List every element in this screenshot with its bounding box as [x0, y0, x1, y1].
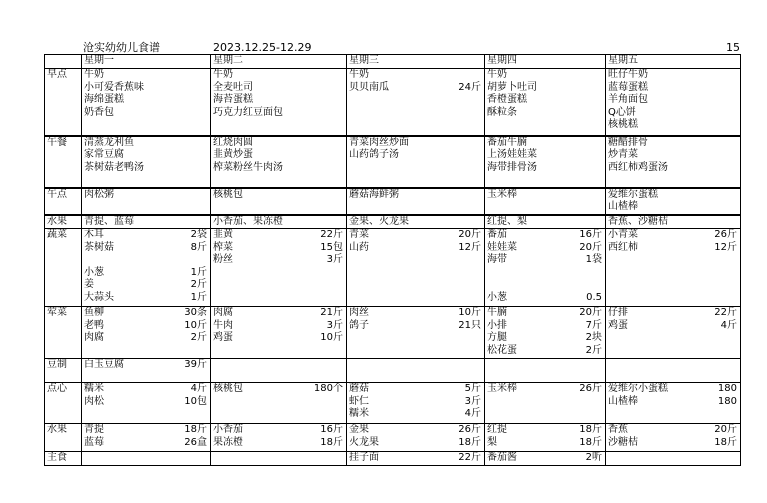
- weekly-menu-table: [44, 54, 741, 466]
- ingredient-line: [84, 267, 208, 280]
- row-label: 午点: [45, 188, 82, 215]
- ingredient-name: 糯米: [84, 383, 104, 394]
- ingredient-quantity: 16斤: [579, 229, 602, 240]
- ingredient-quantity: 12斤: [714, 241, 737, 253]
- ingredient-name: 肉腐: [213, 307, 233, 318]
- ingredient-quantity: 21只: [458, 319, 481, 331]
- row-label: 早点: [45, 69, 82, 136]
- ingredient-line: [487, 452, 603, 465]
- ingredient-name: 鸽子: [349, 319, 369, 331]
- menu-title: 沧实幼幼儿食谱: [83, 41, 160, 54]
- ingredient-quantity: 18斤: [320, 436, 343, 448]
- ingredient-name: 方腿: [487, 332, 507, 343]
- ingredient-name: 西红柿: [608, 241, 638, 253]
- menu-item: 青菜肉丝炒面: [349, 136, 409, 148]
- ingredient-name: 香蕉: [608, 424, 628, 435]
- cell-meat-fri: [606, 307, 741, 359]
- ingredient-line: [84, 320, 208, 333]
- ingredient-quantity: 4斤: [720, 319, 737, 331]
- day-header-wed: 星期三: [347, 55, 485, 69]
- ingredient-quantity: 26盒: [184, 436, 207, 448]
- cell-dessert-wed: [347, 383, 485, 424]
- ingredient-line: [487, 320, 603, 333]
- cell-bean-mon: [82, 359, 211, 383]
- menu-item: 糖醋排骨: [608, 136, 648, 148]
- row-label: 豆制: [45, 359, 82, 383]
- ingredient-name: 番茄酱: [487, 452, 517, 463]
- ingredient-quantity: 18斤: [184, 424, 207, 435]
- ingredient-line: [84, 383, 208, 396]
- ingredient-quantity: 18斤: [579, 424, 602, 435]
- ingredient-quantity: 10斤: [320, 332, 343, 343]
- ingredient-line: [84, 437, 208, 450]
- cell-dessert-fri: [606, 383, 741, 424]
- ingredient-line: [487, 307, 603, 320]
- ingredient-line: [213, 383, 344, 396]
- row-label: 午餐: [45, 136, 82, 188]
- row-snack: [45, 188, 741, 215]
- ingredient-name: 牛肉: [213, 319, 233, 331]
- ingredient-line: [608, 396, 738, 409]
- ingredient-name: 小香茄: [213, 424, 243, 435]
- ingredient-name: 松花蛋: [487, 344, 517, 356]
- cell-meat-tue: [211, 307, 347, 359]
- ingredient-line: [349, 320, 482, 333]
- ingredient-line: [349, 242, 482, 255]
- ingredient-name: 榨菜: [213, 241, 233, 253]
- ingredient-line: [213, 437, 344, 450]
- menu-item: 爱维尔蛋糕: [608, 188, 658, 200]
- cell-fruit-mon: [82, 215, 211, 229]
- ingredient-name: 玉米棒: [487, 383, 517, 394]
- menu-item: 上汤娃娃菜: [487, 149, 537, 160]
- ingredient-line: [84, 332, 208, 345]
- ingredient-quantity: 20斤: [579, 241, 602, 253]
- row-label: 水果: [45, 424, 82, 452]
- row-meat: [45, 307, 741, 359]
- menu-item: 羊角面包: [608, 94, 648, 105]
- ingredient-name: 肉丝: [349, 307, 369, 318]
- ingredient-line: [84, 396, 208, 409]
- menu-item: 全麦吐司: [213, 81, 253, 93]
- ingredient-line: [349, 408, 482, 421]
- cell-vegetables-fri: [606, 229, 741, 307]
- ingredient-quantity: 1斤: [190, 266, 207, 278]
- cell-vegetables-mon: [82, 229, 211, 307]
- menu-item: 牛奶: [84, 69, 104, 80]
- cell-meat-wed: [347, 307, 485, 359]
- ingredient-line: [608, 320, 738, 333]
- ingredient-name: 海带: [487, 254, 507, 265]
- cell-breakfast-tue: [211, 69, 347, 136]
- cell-lunch-tue: [211, 136, 347, 188]
- ingredient-quantity: 18斤: [579, 436, 602, 448]
- menu-item: 山药鸽子汤: [349, 149, 399, 160]
- row-bean: [45, 359, 741, 383]
- menu-item: 小香茄、果冻橙: [213, 215, 283, 227]
- menu-item: 牛奶: [213, 69, 233, 80]
- ingredient-quantity: 5斤: [464, 383, 481, 394]
- menu-item: 小可爱香蕉味: [84, 81, 144, 93]
- ingredient-line: [349, 82, 482, 95]
- ingredient-quantity: 26斤: [579, 383, 602, 394]
- menu-item: 胡萝卜吐司: [487, 81, 537, 93]
- ingredient-quantity: 24斤: [458, 81, 481, 93]
- ingredient-name: 山药: [349, 241, 369, 253]
- cell-vegetables-thu: [485, 229, 606, 307]
- ingredient-quantity: 8斤: [190, 241, 207, 253]
- cell-dessert-thu: [485, 383, 606, 424]
- ingredient-quantity: 22斤: [714, 307, 737, 318]
- ingredient-name: 牛腩: [487, 307, 507, 318]
- ingredient-name: 茶树菇: [84, 241, 114, 253]
- ingredient-quantity: 18斤: [458, 436, 481, 448]
- menu-item: 蓝莓蛋糕: [608, 81, 648, 93]
- menu-item: 榨菜粉丝牛肉汤: [213, 161, 283, 173]
- row-label: 主食: [45, 452, 82, 466]
- ingredient-quantity: 180: [717, 395, 737, 407]
- ingredient-name: 爱维尔小蛋糕: [608, 383, 668, 394]
- ingredient-quantity: 2块: [585, 332, 602, 343]
- ingredient-quantity: 10包: [184, 395, 207, 407]
- blank-line: [487, 279, 603, 292]
- ingredient-line: [487, 242, 603, 255]
- cell-fruit2-wed: [347, 424, 485, 452]
- menu-item: 茶树菇老鸭汤: [84, 161, 144, 173]
- ingredient-name: 红提: [487, 424, 507, 435]
- ingredient-line: [84, 292, 208, 305]
- ingredient-line: [213, 242, 344, 255]
- ingredient-name: 鸡蛋: [213, 332, 233, 343]
- ingredient-line: [349, 307, 482, 320]
- ingredient-quantity: 0.5: [586, 291, 602, 303]
- ingredient-name: 鸡蛋: [608, 319, 628, 331]
- page-number: 15: [726, 41, 740, 54]
- ingredient-line: [213, 229, 344, 242]
- cell-fruit-fri: [606, 215, 741, 229]
- ingredient-name: 肉松: [84, 395, 104, 407]
- menu-item: 奶香包: [84, 106, 114, 118]
- ingredient-name: 鱼柳: [84, 307, 104, 318]
- ingredient-line: [608, 242, 738, 255]
- ingredient-name: 虾仁: [349, 395, 369, 407]
- ingredient-line: [84, 279, 208, 292]
- cell-vegetables-tue: [211, 229, 347, 307]
- ingredient-line: [213, 424, 344, 437]
- menu-item: 香蕉、沙糖桔: [608, 215, 668, 227]
- ingredient-name: 小葱: [487, 291, 507, 303]
- menu-item: 清蒸龙利鱼: [84, 136, 134, 148]
- menu-item: 核桃糕: [608, 119, 638, 130]
- ingredient-quantity: 26斤: [714, 229, 737, 240]
- menu-item: 西红柿鸡蛋汤: [608, 161, 668, 173]
- ingredient-quantity: 18斤: [714, 436, 737, 448]
- menu-item: 蘑菇海鲜粥: [349, 188, 399, 200]
- blank-line: [84, 254, 208, 267]
- menu-item: 家常豆腐: [84, 149, 124, 160]
- ingredient-line: [213, 254, 344, 267]
- ingredient-line: [213, 332, 344, 345]
- ingredient-line: [487, 332, 603, 345]
- ingredient-name: 木耳: [84, 229, 104, 240]
- cell-meat-mon: [82, 307, 211, 359]
- row-label: 荤菜: [45, 307, 82, 359]
- ingredient-line: [349, 396, 482, 409]
- ingredient-line: [608, 307, 738, 320]
- cell-fruit2-fri: [606, 424, 741, 452]
- menu-item: 山楂棒: [608, 201, 638, 212]
- ingredient-quantity: 3斤: [326, 319, 343, 331]
- row-vegetables: [45, 229, 741, 307]
- cell-bean-wed: [347, 359, 485, 383]
- menu-item: 红提、梨: [487, 215, 527, 227]
- cell-vegetables-wed: [347, 229, 485, 307]
- ingredient-name: 火龙果: [349, 436, 379, 448]
- menu-item: 牛奶: [487, 69, 507, 80]
- ingredient-quantity: 30条: [184, 307, 207, 318]
- ingredient-name: 番茄: [487, 229, 507, 240]
- cell-staple-thu: [485, 452, 606, 466]
- menu-item: 炒青菜: [608, 149, 638, 160]
- ingredient-name: 青菜: [349, 229, 369, 240]
- ingredient-name: 山楂棒: [608, 395, 638, 407]
- menu-item: 海苔蛋糕: [213, 94, 253, 105]
- cell-staple-wed: [347, 452, 485, 466]
- ingredient-quantity: 2斤: [190, 332, 207, 343]
- ingredient-name: 贝贝南瓜: [349, 81, 389, 93]
- ingredient-name: 小排: [487, 319, 507, 331]
- menu-item: 海带排骨汤: [487, 161, 537, 173]
- corner-cell: [45, 55, 82, 69]
- ingredient-line: [349, 69, 482, 82]
- ingredient-line: [487, 229, 603, 242]
- ingredient-quantity: 1袋: [585, 254, 602, 265]
- ingredient-line: [349, 229, 482, 242]
- ingredient-quantity: 10斤: [458, 307, 481, 318]
- menu-item: 青提、蓝莓: [84, 215, 134, 227]
- ingredient-line: [349, 437, 482, 450]
- day-header-thu: 星期四: [485, 55, 606, 69]
- ingredient-quantity: 180: [717, 383, 737, 394]
- row-dessert: [45, 383, 741, 424]
- ingredient-quantity: [481, 69, 482, 82]
- cell-fruit-wed: [347, 215, 485, 229]
- cell-snack-tue: [211, 188, 347, 215]
- ingredient-line: [84, 229, 208, 242]
- cell-fruit2-thu: [485, 424, 606, 452]
- cell-lunch-fri: [606, 136, 741, 188]
- row-fruit-quantities: [45, 424, 741, 452]
- cell-staple-tue: [211, 452, 347, 466]
- ingredient-quantity: 7斤: [585, 319, 602, 331]
- row-label: 水果: [45, 215, 82, 229]
- ingredient-name: 姜: [84, 279, 94, 290]
- ingredient-line: [487, 424, 603, 437]
- ingredient-quantity: 26斤: [458, 424, 481, 435]
- ingredient-line: [213, 320, 344, 333]
- cell-fruit-thu: [485, 215, 606, 229]
- cell-dessert-tue: [211, 383, 347, 424]
- menu-item: Q心饼: [608, 106, 636, 118]
- ingredient-quantity: 1斤: [190, 291, 207, 303]
- ingredient-name: 仔排: [608, 307, 628, 318]
- ingredient-name: 粉丝: [213, 254, 233, 265]
- ingredient-line: [608, 229, 738, 242]
- ingredient-name: 老鸭: [84, 319, 104, 331]
- cell-breakfast-thu: [485, 69, 606, 136]
- ingredient-name: 小葱: [84, 266, 104, 278]
- cell-breakfast-fri: [606, 69, 741, 136]
- ingredient-line: [84, 359, 208, 372]
- ingredient-line: [608, 424, 738, 437]
- cell-snack-fri: [606, 188, 741, 215]
- ingredient-quantity: 20斤: [714, 424, 737, 435]
- ingredient-quantity: 2斤: [190, 279, 207, 290]
- cell-dessert-mon: [82, 383, 211, 424]
- ingredient-line: [84, 242, 208, 255]
- ingredient-line: [213, 307, 344, 320]
- ingredient-name: 金果: [349, 424, 369, 435]
- row-label: 点心: [45, 383, 82, 424]
- ingredient-name: 娃娃菜: [487, 241, 517, 253]
- cell-bean-thu: [485, 359, 606, 383]
- ingredient-line: [349, 383, 482, 396]
- ingredient-line: [487, 437, 603, 450]
- cell-lunch-thu: [485, 136, 606, 188]
- ingredient-quantity: 2袋: [190, 229, 207, 240]
- ingredient-name: 青提: [84, 424, 104, 435]
- menu-item: 酥粒条: [487, 106, 517, 118]
- cell-bean-tue: [211, 359, 347, 383]
- menu-item: 巧克力红豆面包: [213, 106, 283, 118]
- ingredient-quantity: 4斤: [190, 383, 207, 394]
- row-lunch: [45, 136, 741, 188]
- cell-lunch-wed: [347, 136, 485, 188]
- ingredient-quantity: 12斤: [458, 241, 481, 253]
- ingredient-name: 核桃包: [213, 383, 243, 394]
- cell-staple-fri: [606, 452, 741, 466]
- ingredient-name: 沙糖桔: [608, 436, 638, 448]
- cell-bean-fri: [606, 359, 741, 383]
- menu-item: 玉米棒: [487, 188, 517, 200]
- ingredient-line: [608, 383, 738, 396]
- ingredient-quantity: 3斤: [464, 395, 481, 407]
- ingredient-line: [84, 424, 208, 437]
- cell-lunch-mon: [82, 136, 211, 188]
- menu-item: 核桃包: [213, 188, 243, 200]
- cell-fruit-tue: [211, 215, 347, 229]
- cell-breakfast-wed: [347, 69, 485, 136]
- menu-item: 红烧肉圆: [213, 136, 253, 148]
- ingredient-quantity: 20斤: [579, 307, 602, 318]
- cell-snack-thu: [485, 188, 606, 215]
- cell-staple-mon: [82, 452, 211, 466]
- row-label: 蔬菜: [45, 229, 82, 307]
- ingredient-line: [349, 452, 482, 465]
- ingredient-quantity: 3斤: [326, 254, 343, 265]
- ingredient-quantity: 4斤: [464, 408, 481, 419]
- day-header-fri: 星期五: [606, 55, 741, 69]
- ingredient-quantity: 10斤: [184, 319, 207, 331]
- ingredient-line: [349, 424, 482, 437]
- ingredient-quantity: 20斤: [458, 229, 481, 240]
- day-header-mon: 星期一: [82, 55, 211, 69]
- row-staple: [45, 452, 741, 466]
- menu-item: 韭黄炒蛋: [213, 149, 253, 160]
- menu-item: 金果、火龙果: [349, 215, 409, 227]
- ingredient-line: [487, 292, 603, 305]
- menu-item: 肉松粥: [84, 188, 114, 200]
- menu-item: 海绵蛋糕: [84, 94, 124, 105]
- ingredient-quantity: 2斤: [585, 344, 602, 356]
- ingredient-name: 韭黄: [213, 229, 233, 240]
- ingredient-name: 挂子面: [349, 452, 379, 463]
- ingredient-quantity: 180个: [313, 383, 343, 394]
- cell-meat-thu: [485, 307, 606, 359]
- ingredient-quantity: 15包: [320, 241, 343, 253]
- date-range: 2023.12.25-12.29: [213, 41, 312, 54]
- cell-snack-wed: [347, 188, 485, 215]
- row-breakfast: [45, 69, 741, 136]
- ingredient-name: 小青菜: [608, 229, 638, 240]
- cell-fruit2-tue: [211, 424, 347, 452]
- row-fruit: [45, 215, 741, 229]
- ingredient-quantity: 16斤: [320, 424, 343, 435]
- menu-item: 番茄牛腩: [487, 136, 527, 148]
- cell-breakfast-mon: [82, 69, 211, 136]
- ingredient-line: [84, 307, 208, 320]
- ingredient-line: [487, 345, 603, 358]
- ingredient-line: [487, 254, 603, 267]
- ingredient-name: 肉腐: [84, 332, 104, 343]
- ingredient-name: 梨: [487, 436, 497, 448]
- ingredient-name: 白玉豆腐: [84, 359, 124, 370]
- ingredient-name: 蓝莓: [84, 436, 104, 448]
- ingredient-quantity: 39斤: [184, 359, 207, 370]
- ingredient-quantity: 2听: [585, 452, 602, 463]
- menu-item: 香橙蛋糕: [487, 94, 527, 105]
- blank-line: [487, 267, 603, 280]
- ingredient-line: [608, 437, 738, 450]
- ingredient-line: [487, 383, 603, 396]
- ingredient-name: 蘑菇: [349, 383, 369, 394]
- menu-item: 旺仔牛奶: [608, 69, 648, 80]
- day-header-row: [45, 55, 741, 69]
- ingredient-quantity: 21斤: [320, 307, 343, 318]
- day-header-tue: 星期二: [211, 55, 347, 69]
- cell-fruit2-mon: [82, 424, 211, 452]
- ingredient-name: 糯米: [349, 408, 369, 419]
- cell-snack-mon: [82, 188, 211, 215]
- ingredient-name: 大蒜头: [84, 291, 114, 303]
- ingredient-name: 果冻橙: [213, 436, 243, 448]
- ingredient-name: 牛奶: [349, 69, 369, 80]
- ingredient-quantity: 22斤: [458, 452, 481, 463]
- ingredient-quantity: 22斤: [320, 229, 343, 240]
